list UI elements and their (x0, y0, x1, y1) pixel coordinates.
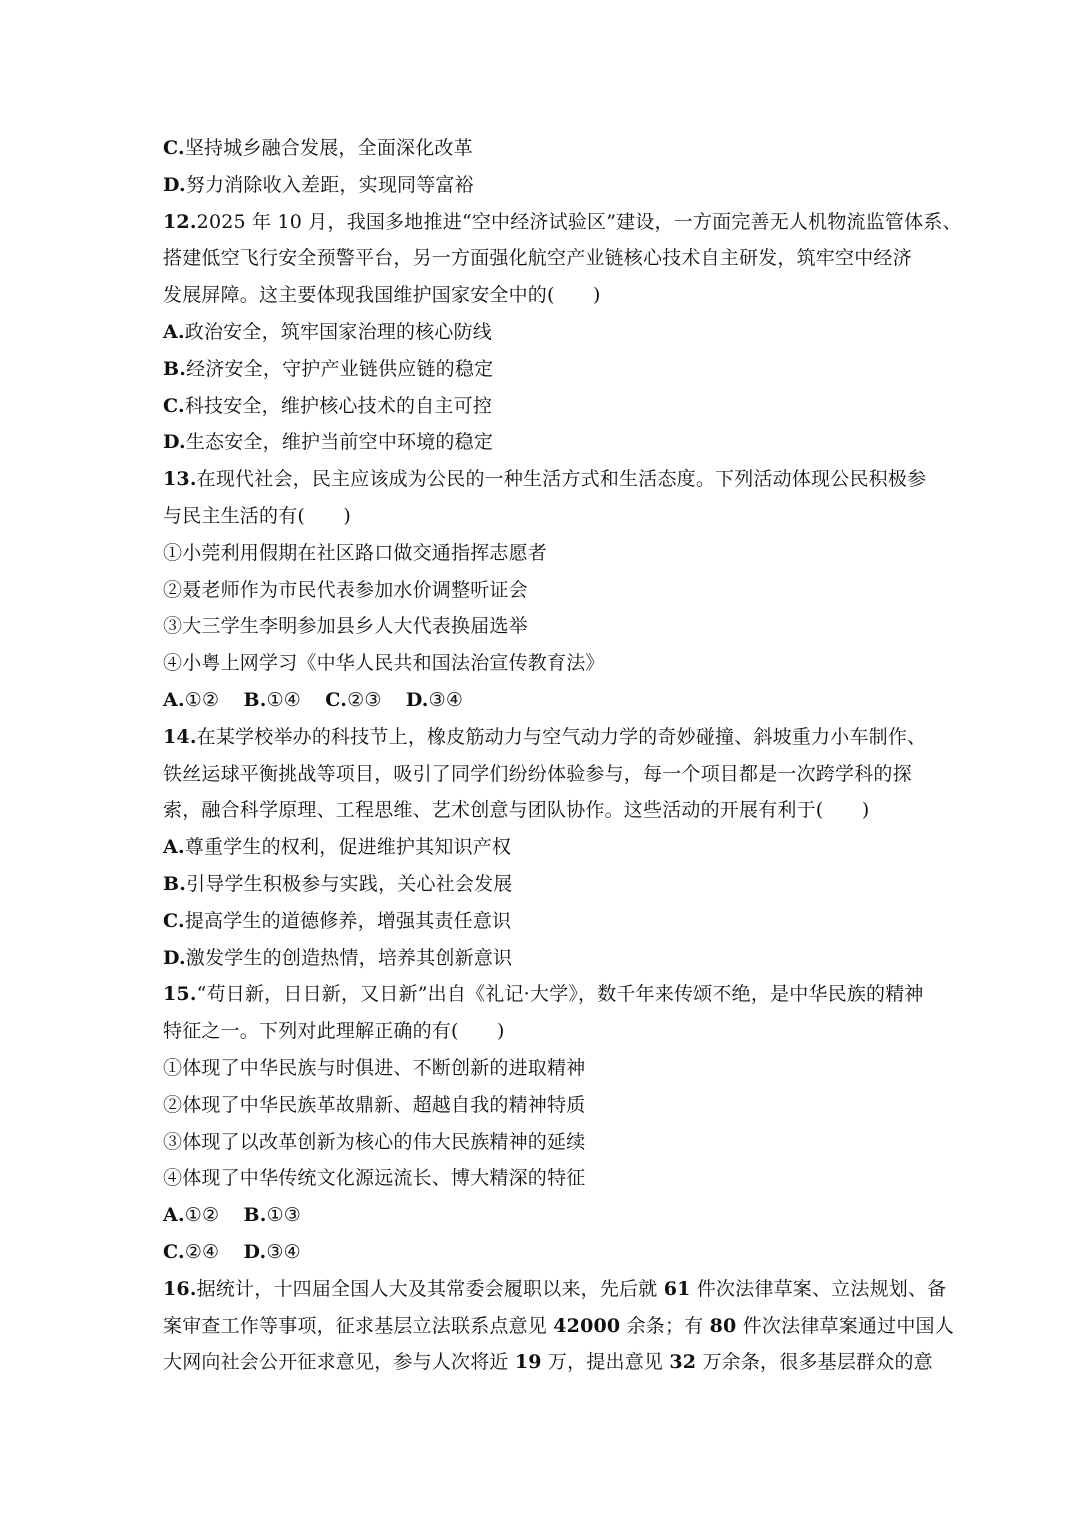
q12-stem-line-2: 搭建低空飞行安全预警平台，另一方面强化航空产业链核心技术自主研发，筑牢空中经济 (163, 247, 912, 270)
q15-options-row-2 (163, 1234, 923, 1271)
question-number: 12. (163, 210, 197, 233)
q13-item-1: ①小莞利用假期在社区路口做交通指挥志愿者 (163, 541, 548, 564)
q15-stem-line-1: 15.“苟日新，日日新，又日新”出自《礼记·大学》，数千年来传颂不绝，是中华民族的精神 (163, 983, 924, 1006)
q13-item-4: ④小粤上网学习《中华人民共和国法治宣传教育法》 (163, 652, 605, 675)
q15-option-a: A.①② (163, 1204, 220, 1227)
q15-option-c: C.②④ (163, 1240, 220, 1263)
question-number: 14. (163, 725, 197, 748)
q14-stem-line-3: 索，融合科学原理、工程思维、艺术创意与团队协作。这些活动的开展有利于( ) (163, 799, 870, 822)
q15-item-4: ④体现了中华传统文化源远流长、博大精深的特征 (163, 1167, 586, 1190)
q13-option-c: C.②③ (325, 688, 382, 711)
q12-option-b: B.经济安全，守护产业链供应链的稳定 (163, 357, 494, 380)
q12-option-d: D.生态安全，维护当前空中环境的稳定 (163, 431, 494, 454)
q14-stem-line-1: 14.在某学校举办的科技节上，橡皮筋动力与空气动力学的奇妙碰撞、斜坡重力小车制作、 (163, 725, 927, 748)
q15-option-d: D.③④ (243, 1240, 301, 1263)
q12-stem-line-1: 12.2025 年 10 月，我国多地推进“空中经济试验区”建设，一方面完善无人机物流监管体系、 (163, 210, 962, 233)
q12-stem-line-3: 发展屏障。这主要体现我国维护国家安全中的( ) (163, 284, 601, 307)
q11-option-c: C.坚持城乡融合发展，全面深化改革 (163, 137, 473, 159)
q16-stem-line-1: 16.据统计，十四届全国人大及其常委会履职以来，先后就 61 件次法律草案、立法规划、备 (163, 1277, 947, 1300)
q13-item-3: ③大三学生李明参加县乡人大代表换届选举 (163, 615, 528, 638)
q13-stem-line-2: 与民主生活的有( ) (163, 504, 352, 527)
q12-option-c: C.科技安全，维护核心技术的自主可控 (163, 394, 493, 417)
q15-stem-line-2: 特征之一。下列对此理解正确的有( ) (163, 1020, 505, 1043)
q13-item-2: ②聂老师作为市民代表参加水价调整听证会 (163, 578, 528, 601)
question-number: 15. (163, 983, 197, 1006)
q14-option-b: B.引导学生积极参与实践，关心社会发展 (163, 872, 513, 895)
q14-option-c: C.提高学生的道德修养，增强其责任意识 (163, 909, 512, 932)
q16-stem-line-2: 案审查工作等事项，征求基层立法联系点意见 42000 余条；有 80 件次法律草案通过中国人 (163, 1314, 954, 1337)
q15-options-row-1 (163, 1197, 923, 1234)
q11-option-d: D.努力消除收入差距，实现同等富裕 (163, 173, 474, 196)
q15-item-1: ①体现了中华民族与时俱进、不断创新的进取精神 (163, 1056, 586, 1079)
q14-option-d: D.激发学生的创造热情，培养其创新意识 (163, 946, 513, 969)
q12-option-a: A.政治安全，筑牢国家治理的核心防线 (163, 320, 492, 343)
q14-option-a: A.尊重学生的权利，促进维护其知识产权 (163, 836, 512, 859)
q13-option-d: D.③④ (405, 688, 464, 711)
q16-stem-line-3: 大网向社会公开征求意见，参与人次将近 19 万，提出意见 32 万余条，很多基层群众的意 (163, 1351, 933, 1374)
q13-option-a: A.①② (163, 688, 220, 711)
question-number: 13. (163, 468, 197, 491)
document-page (163, 130, 962, 1381)
question-number: 16. (163, 1277, 197, 1300)
q15-item-2: ②体现了中华民族革故鼎新、超越自我的精神特质 (163, 1093, 586, 1116)
q13-options (163, 682, 923, 719)
q15-item-3: ③体现了以改革创新为核心的伟大民族精神的延续 (163, 1130, 586, 1153)
q15-option-b: B.①③ (243, 1204, 302, 1227)
q13-option-b: B.①④ (243, 688, 302, 711)
q14-stem-line-2: 铁丝运球平衡挑战等项目，吸引了同学们纷纷体验参与，每一个项目都是一次跨学科的探 (163, 762, 912, 785)
q13-stem-line-1: 13.在现代社会，民主应该成为公民的一种生活方式和生活态度。下列活动体现公民积极参 (163, 468, 927, 491)
